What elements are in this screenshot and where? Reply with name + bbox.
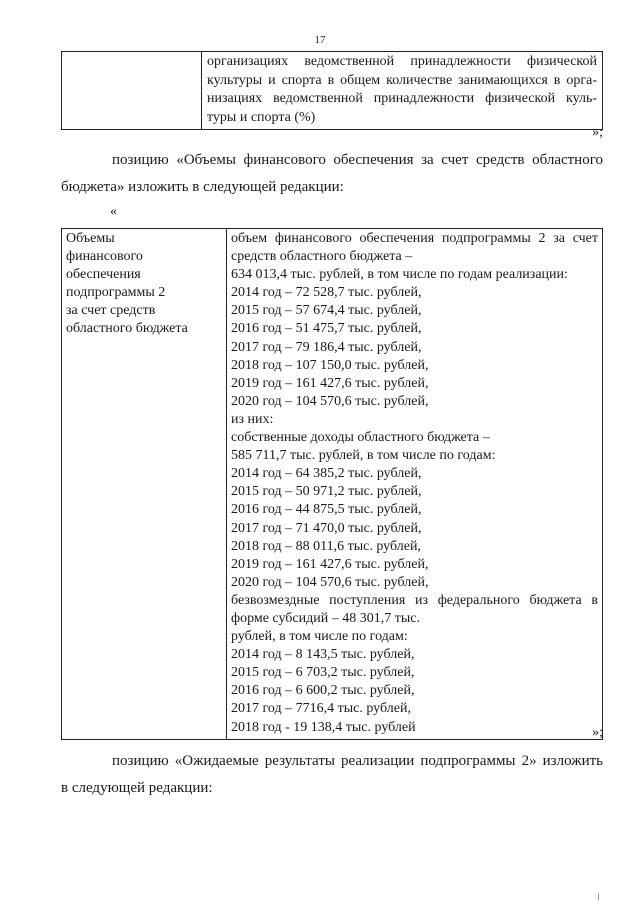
cell-line: форме субсидий – 48 301,7 тыс. [231, 610, 420, 626]
scan-mark [598, 893, 599, 900]
paragraph [61, 147, 603, 201]
page-number: 17 [314, 34, 326, 46]
cell-line: обеспечения [66, 267, 141, 283]
cell-line: 2014 год – 8 143,5 тыс. рублей, [231, 647, 415, 663]
cell-line: объем финансового обеспечения подпрограммы 2 за счет [231, 231, 598, 246]
paragraph-line: бюджета» изложить в следующей редакции: [61, 179, 344, 195]
cell-line: 2020 год – 104 570,6 тыс. рублей, [231, 393, 429, 409]
cell-line: 2016 год – 44 875,5 тыс. рублей, [231, 502, 422, 518]
cell-line: 2017 год – 79 186,4 тыс. рублей, [231, 339, 422, 355]
cell-line: Объемы [66, 231, 115, 246]
cell-line: 2015 год – 50 971,2 тыс. рублей, [231, 484, 422, 500]
cell-line: 2018 год - 19 138,4 тыс. рублей [231, 719, 416, 735]
cell-line: 2014 год – 64 385,2 тыс. рублей, [231, 466, 422, 482]
cell-line: подпрограммы 2 [66, 285, 166, 301]
paragraph [61, 748, 603, 802]
cell-line: 634 013,4 тыс. рублей, в том числе по годам реализации: [231, 267, 568, 283]
cell-line: 2019 год – 161 427,6 тыс. рублей, [231, 556, 429, 572]
cell-line: собственные доходы областного бюджета – [231, 430, 490, 446]
cell-line: безвозмездные поступления из федерального бюджета в [231, 592, 598, 608]
table-row [62, 229, 603, 740]
cell-line: областного бюджета [66, 321, 188, 337]
cell-line: низациях ведомственной принадлежности физической куль- [207, 91, 597, 106]
cell-line: 2020 год – 104 570,6 тыс. рублей, [231, 574, 429, 590]
paragraph-line: позицию «Объемы финансового обеспечения за счет средств областного [112, 152, 603, 168]
cell-line: рублей, в том числе по годам: [231, 629, 408, 645]
table-row [62, 52, 603, 130]
continuation-right-cell [202, 52, 603, 130]
continuation-table [61, 51, 603, 130]
cell-line: культуры и спорта в общем количестве занимающихся в орга- [207, 72, 597, 88]
cell-line: 2017 год – 71 470,0 тыс. рублей, [231, 520, 422, 536]
closing-quote: »; [592, 125, 603, 140]
cell-line: 2014 год – 72 528,7 тыс. рублей, [231, 285, 422, 301]
paragraph-line: в следующей редакции: [61, 780, 213, 796]
cell-line: финансового [66, 249, 143, 265]
cell-line: средств областного бюджета – [231, 249, 413, 265]
cell-line: 2019 год – 161 427,6 тыс. рублей, [231, 375, 429, 391]
funding-table [61, 228, 603, 740]
cell-line: 585 711,7 тыс. рублей, в том числе по годам: [231, 448, 496, 464]
cell-line: туры и спорта (%) [207, 109, 316, 125]
cell-line: из них: [231, 411, 274, 427]
cell-line: 2017 год – 7716,4 тыс. рублей, [231, 701, 411, 717]
cell-line: организациях ведомственной принадлежности физической [207, 54, 597, 69]
cell-line: 2018 год – 107 150,0 тыс. рублей, [231, 357, 429, 373]
paragraph-line: позицию «Ожидаемые результаты реализации подпрограммы 2» изложить [112, 753, 603, 769]
cell-line: 2016 год – 51 475,7 тыс. рублей, [231, 321, 422, 337]
closing-quote: »; [592, 725, 603, 740]
continuation-left-cell [62, 52, 202, 130]
funding-value-cell [227, 229, 603, 740]
opening-quote: « [110, 204, 117, 219]
funding-label-cell [62, 229, 227, 740]
cell-line: за счет средств [66, 303, 156, 319]
cell-line: 2016 год – 6 600,2 тыс. рублей, [231, 683, 415, 699]
cell-line: 2018 год – 88 011,6 тыс. рублей, [231, 538, 421, 554]
cell-line: 2015 год – 57 674,4 тыс. рублей, [231, 303, 422, 319]
cell-line: 2015 год – 6 703,2 тыс. рублей, [231, 665, 415, 681]
